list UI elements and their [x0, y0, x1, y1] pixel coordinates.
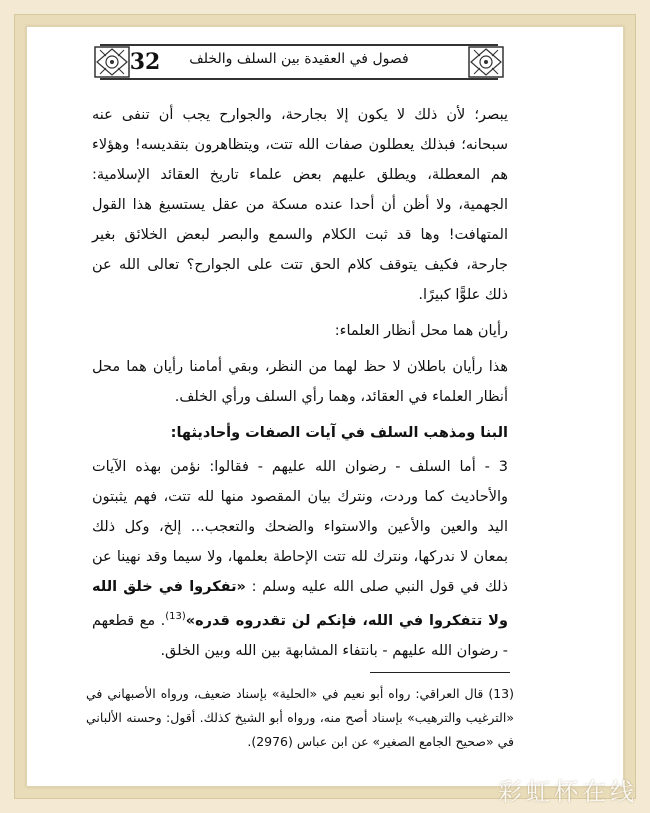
footnote-13: (13) قال العراقي: رواه أبو نعيم في «الحلية» بإسناد ضعيف، ورواه الأصبهاني في «الترغيب والترهيب» بإسناد أصح منه، ورواه أبو الشيخ كذلك. أقول: وحسنه الألباني في «صحيح الجامع الصغير» عن ابن عباس (2976).: [86, 686, 514, 749]
footnote-ref[interactable]: (13): [165, 611, 186, 622]
paragraph-section-3: [92, 452, 508, 666]
paragraph-1: يبصر؛ لأن ذلك لا يكون إلا بجارحة، والجوارح يجب أن تنفى عنه سبحانه؛ فبذلك يعطلون صفات الله تتت، ويتظاهرون بتقديسه! وهؤلاء هم المعطلة، ويطلق عليهم بعض علماء تاريخ العقائد الإسلامية: الجهمية، ولا أظن أن أحدا عنده مسكة من عقل يستسيغ هذا القول المتهافت! وها قد ثبت الكلام والسمع والبصر لبعض الخلائق بغير جارحة، فكيف يتوقف كلام الحق تتت على الجوارح؟ تعالى الله عن ذلك علوًّا كبيرًا.: [92, 107, 508, 303]
section-heading: البنا ومذهب السلف في آيات الصفات وأحاديثها:: [170, 425, 508, 441]
running-header: [100, 44, 498, 80]
page-number: 32: [129, 49, 161, 75]
section-3-text: 3 - أما السلف - رضوان الله عليهم - فقالوا: نؤمن بهذه الآيات والأحاديث كما وردت، ونترك بيان المقصود منها لله تتت، فهم يثبتون اليد والعين والأعين والاستواء والضحك والتعجب... إلخ، وكل ذلك بمعان لا ندركها، ونترك لله تتت الإحاطة بعلمها، ولا سيما وقد نهينا عن ذلك في قول النبي صلى الله عليه وسلم :: [92, 459, 508, 595]
paragraph-3: هذا رأيان باطلان لا حظ لهما من النظر، وبقي أمامنا رأيان هما محل أنظار العلماء في العقائد، وهما رأي السلف ورأي الخلف.: [92, 359, 508, 405]
main-text: [92, 100, 508, 672]
header-title: فصول في العقيدة بين السلف والخلف: [189, 51, 409, 67]
watermark: 彩虹杯在线: [498, 778, 638, 806]
hadith-quote: «تفكروا في خلق الله ولا تتفكروا في الله، فإنكم لن تقدروه قدره»: [92, 579, 508, 629]
footnote-divider: [370, 672, 510, 673]
section-3-text-end: . مع قطعهم - رضوان الله عليهم - بانتفاء المشابهة بين الله وبين الخلق.: [92, 612, 508, 659]
paragraph-2: رأيان هما محل أنظار العلماء:: [334, 323, 508, 339]
footnotes: [86, 682, 514, 754]
